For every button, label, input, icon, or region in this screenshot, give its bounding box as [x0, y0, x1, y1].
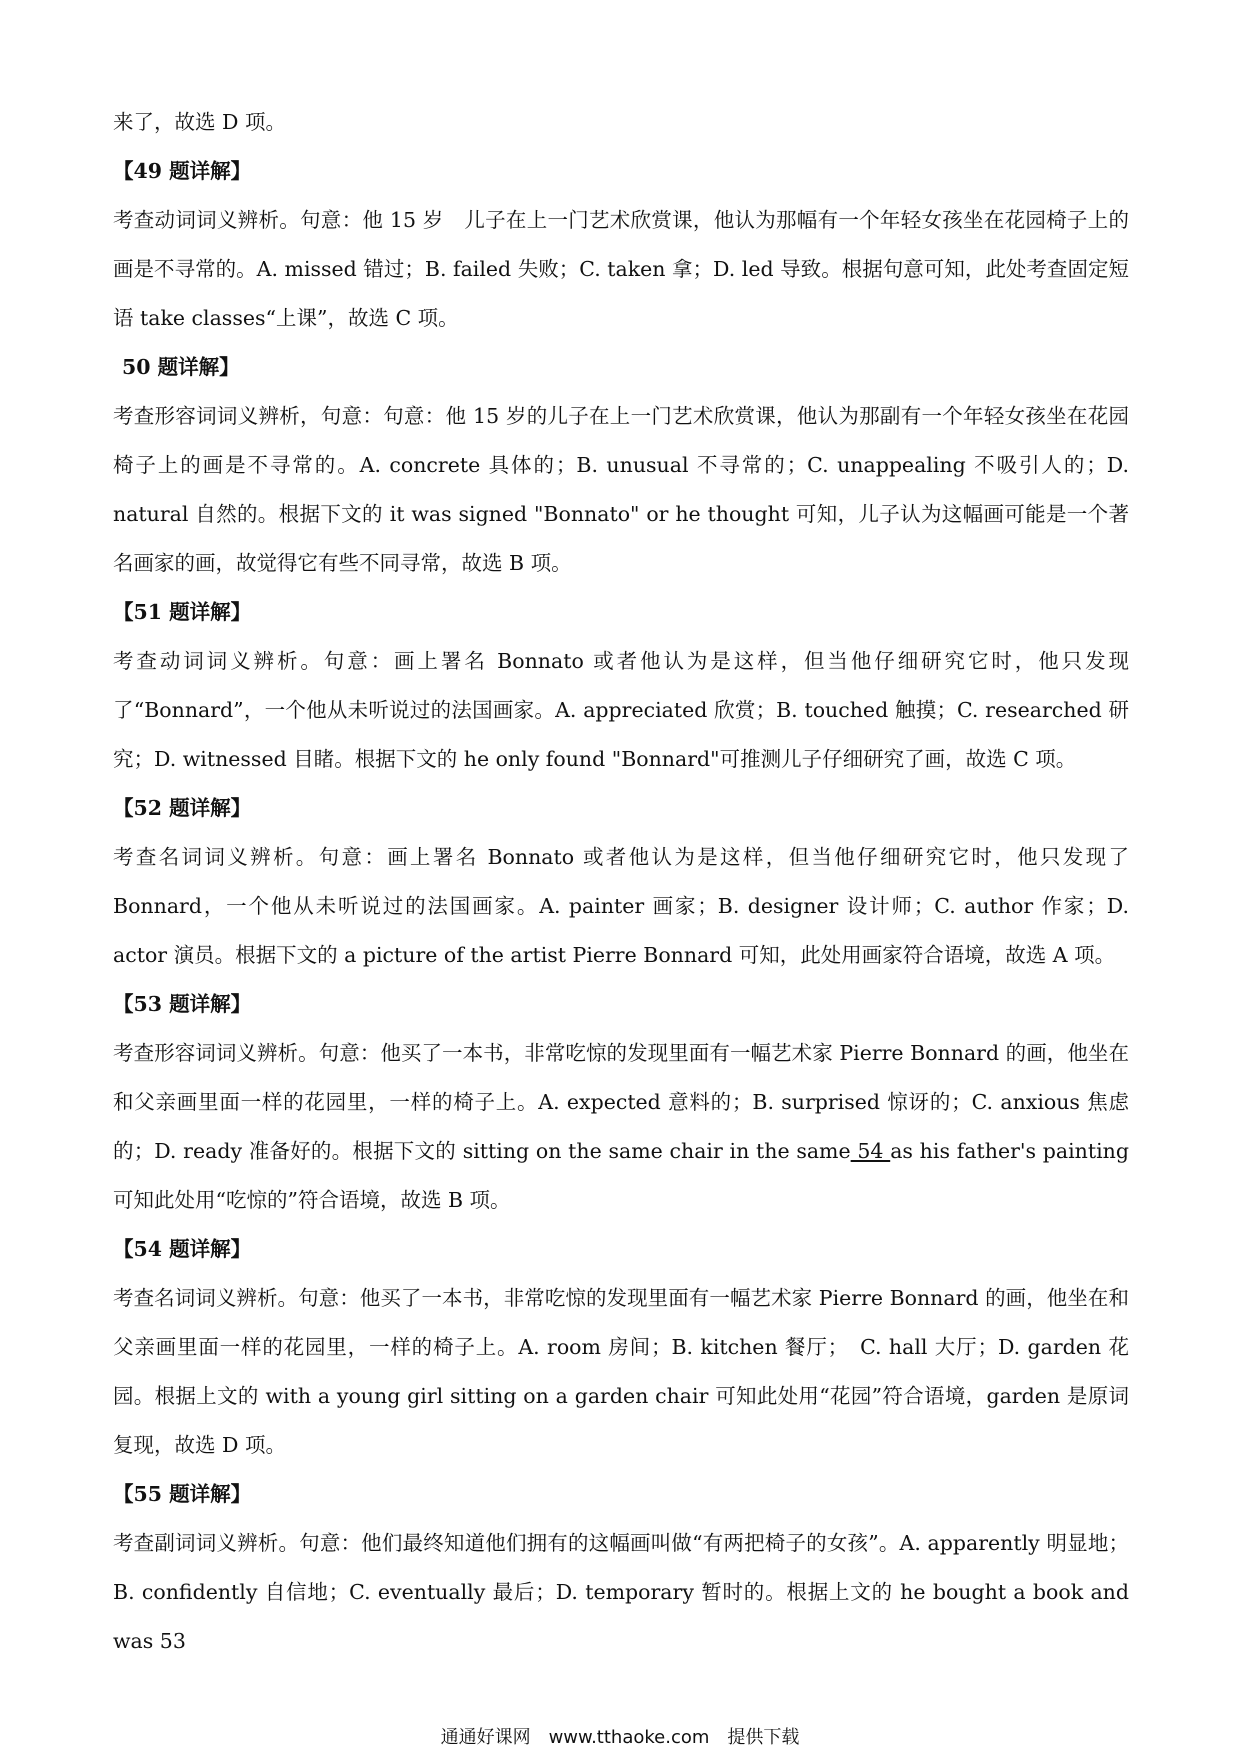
section-text-53-after: as his father's painting 可知此处用“吃惊的”符合语境，故选 B 项。	[113, 1139, 1129, 1212]
section-text-55: 考查副词词义辨析。句意：他们最终知道他们拥有的这幅画叫做“有两把椅子的女孩”。A. apparently 明显地；B. confidently 自信地；C. eventually 最后；D. temporary 暂时的。根据上文的 he bought a book and was 53	[113, 1531, 1129, 1653]
intro-line: 来了，故选 D 项。	[113, 110, 286, 134]
section-heading-54: 【54 题详解】	[113, 1237, 252, 1261]
section-heading-52: 【52 题详解】	[113, 796, 252, 820]
section-text-49: 考查动词词义辨析。句意：他 15 岁 儿子在上一门艺术欣赏课，他认为那幅有一个年轻女孩坐在花园椅子上的画是不寻常的。A. missed 错过；B. failed 失败；C. taken 拿；D. led 导致。根据句意可知，此处考查固定短语 take classes“上课”，故选 C 项。	[113, 208, 1129, 330]
section-text-52: 考查名词词义辨析。句意：画上署名 Bonnato 或者他认为是这样，但当他仔细研究它时，他只发现了 Bonnard，一个他从未听说过的法国画家。A. painter 画家；B. designer 设计师；C. author 作家；D. actor 演员。根据下文的 a picture of the artist Pierre Bonnard 可知，此处用画家符合语境，故选 A 项。	[113, 845, 1129, 967]
section-heading-53: 【53 题详解】	[113, 992, 252, 1016]
section-text-50: 考查形容词词义辨析，句意：句意：他 15 岁的儿子在上一门艺术欣赏课，他认为那副有一个年轻女孩坐在花园椅子上的画是不寻常的。A. concrete 具体的；B. unusual 不寻常的；C. unappealing 不吸引人的；D. natural 自然的。根据下文的 it was signed "Bonnato" or he thought 可知，儿子认为这幅画可能是一个著名画家的画，故觉得它有些不同寻常，故选 B 项。	[113, 404, 1129, 575]
document-body	[113, 98, 1129, 1666]
blank-54: 54	[850, 1139, 891, 1163]
page-footer: 通通好课网 www.tthaoke.com 提供下载	[440, 1727, 800, 1748]
section-heading-55: 【55 题详解】	[113, 1482, 252, 1506]
section-heading-51: 【51 题详解】	[113, 600, 252, 624]
section-heading-49: 【49 题详解】	[113, 159, 252, 183]
section-text-51: 考查动词词义辨析。句意：画上署名 Bonnato 或者他认为是这样，但当他仔细研究它时，他只发现了“Bonnard”，一个他从未听说过的法国画家。A. appreciated 欣赏；B. touched 触摸；C. researched 研究；D. witnessed 目睹。根据下文的 he only found "Bonnard"可推测儿子仔细研究了画，故选 C 项。	[113, 649, 1129, 771]
section-text-53-before: 考查形容词词义辨析。句意：他买了一本书，非常吃惊的发现里面有一幅艺术家 Pierre Bonnard 的画，他坐在和父亲画里面一样的花园里，一样的椅子上。A. expected 意料的；B. surprised 惊讶的；C. anxious 焦虑的；D. ready 准备好的。根据下文的 sitting on the same chair in the same	[113, 1041, 1129, 1163]
section-heading-50: 50 题详解】	[122, 355, 240, 379]
section-text-53	[113, 1029, 1129, 1225]
section-text-54: 考查名词词义辨析。句意：他买了一本书，非常吃惊的发现里面有一幅艺术家 Pierre Bonnard 的画，他坐在和父亲画里面一样的花园里，一样的椅子上。A. room 房间；B. kitchen 餐厅； C. hall 大厅；D. garden 花园。根据上文的 with a young girl sitting on a garden chair 可知此处用“花园”符合语境，garden 是原词复现，故选 D 项。	[113, 1286, 1129, 1457]
